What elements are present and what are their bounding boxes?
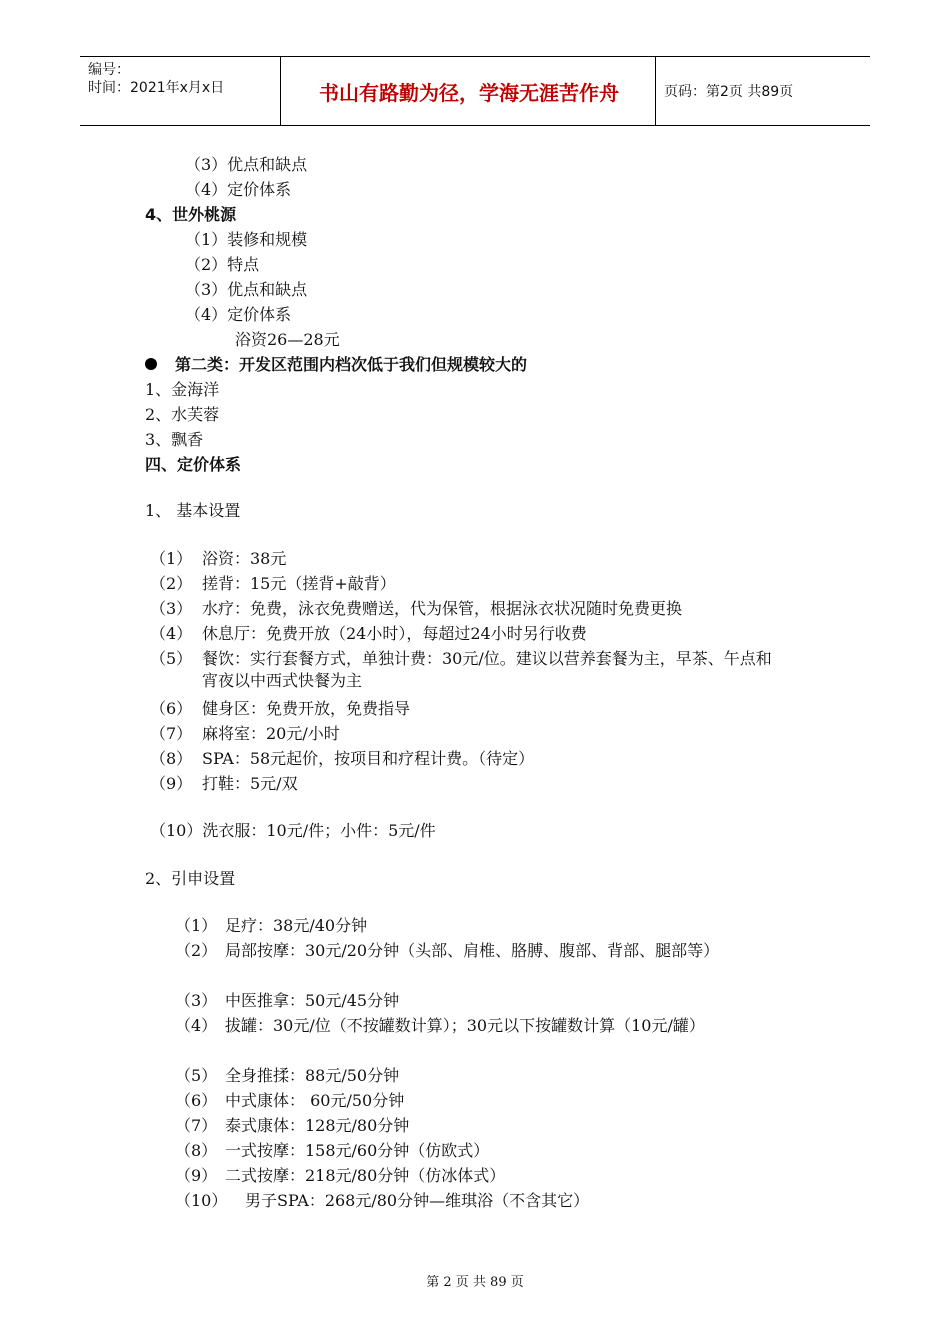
- section-heading: 四、定价体系: [145, 455, 242, 474]
- bullet-icon: [145, 358, 157, 370]
- header-motto: 书山有路勤为径，学海无涯苦作舟: [319, 80, 619, 105]
- list-item: 2、水芙蓉: [145, 405, 220, 424]
- list-item: 1、金海洋: [145, 380, 220, 399]
- list-item: （3）优点和缺点: [185, 280, 308, 299]
- list-item: 3、飘香: [145, 430, 204, 449]
- list-item: （10）洗衣服：10元/件；小件：5元/件: [150, 821, 436, 840]
- list-item: （1）装修和规模: [185, 230, 308, 249]
- price-note: 浴资26—28元: [235, 330, 340, 349]
- list-item: （3）优点和缺点: [185, 155, 308, 174]
- header-page-info: 页码：第2页 共89页: [664, 84, 794, 100]
- list-item: （4）定价体系: [185, 305, 292, 324]
- header-meta: [88, 61, 224, 97]
- list-item: （4）定价体系: [185, 180, 292, 199]
- page-header: [80, 56, 870, 126]
- section-heading: 4、世外桃源: [145, 205, 237, 224]
- time-label: 时间：2021年x月x日: [88, 80, 225, 96]
- category-heading: 第二类：开发区范围内档次低于我们但规模较大的: [145, 354, 527, 376]
- header-divider: [655, 57, 656, 125]
- list-item: （2）特点: [185, 255, 260, 274]
- page-footer: 第 2 页 共 89 页: [426, 1275, 524, 1290]
- subsection-heading: 2、引申设置: [145, 869, 236, 888]
- number-label: 编号：: [88, 62, 130, 78]
- header-divider: [280, 57, 281, 125]
- subsection-heading: 1、 基本设置: [145, 501, 241, 520]
